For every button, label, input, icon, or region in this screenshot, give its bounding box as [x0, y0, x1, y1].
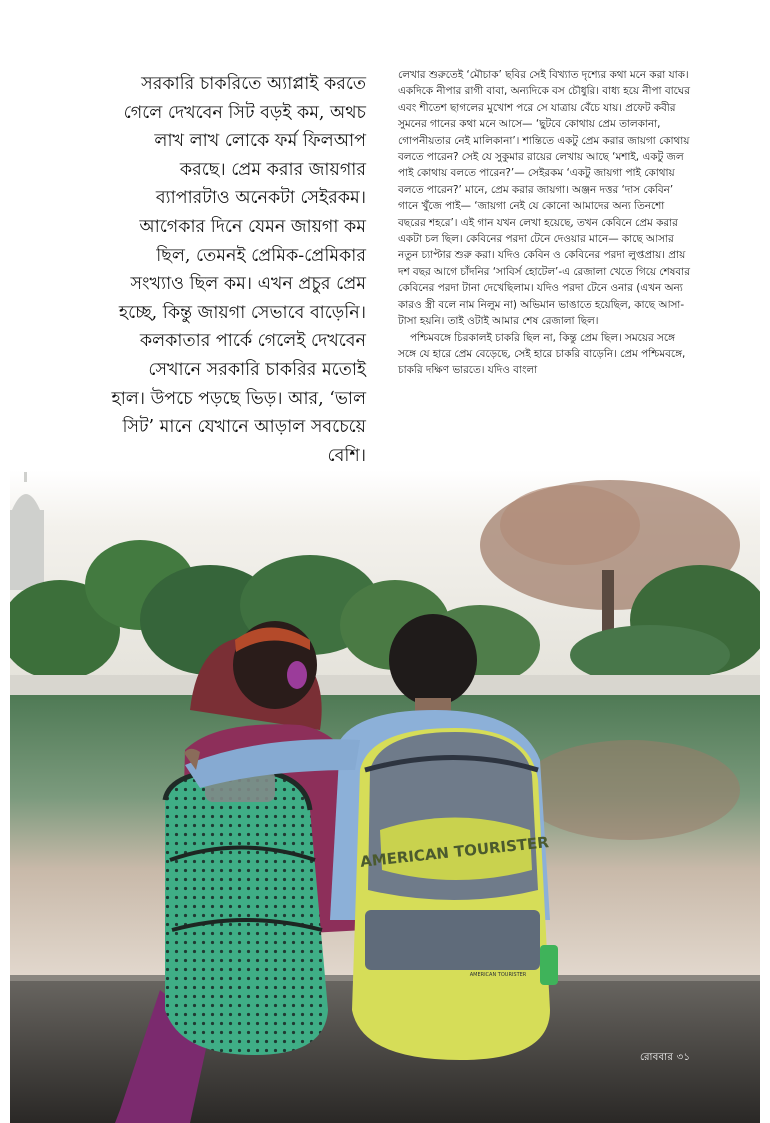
backpack-badge: AMERICAN TOURISTER: [469, 972, 527, 978]
backpack-print: AMERICAN TOURISTER: [359, 833, 550, 871]
pull-quote: সরকারি চাকরিতে অ্যাপ্লাই করতে গেলে দেখবেন সিট বড়ই কম, অথচ লাখ লাখ লোকে ফর্ম ফিলআপ করছে। প্রেম করার জায়গার ব্যাপারটাও অনেকটা সেইরকম। আগেকার দিনে যেমন জায়গা কম ছিল, তেমনই প্রেমিক-প্রেমিকার সংখ্যাও ছিল কম। এখন প্রচুর প্রেম হচ্ছে, কিন্তু জায়গা সেভাবে বাড়েনি। কলকাতার পার্কে গেলেই দেখবেন সেখানে সরকারি চাকরির মতোই হাল। উপচে পড়ছে ভিড়। আর, ‘ভাল সিট’ মানে যেখানে আড়াল সবচেয়ে বেশি।: [111, 74, 366, 466]
couple-by-lake-photo: [10, 470, 760, 1123]
hair-clip: [287, 661, 307, 689]
yellow-backpack: [352, 728, 558, 1060]
body-paragraph: পশ্চিমবঙ্গে চিরকালই চাকরি ছিল না, কিন্তু প্রেম ছিল। সময়ের সঙ্গে সঙ্গে যে হারে প্রেম বেড়েছে, সেই হারে চাকরি বাড়েনি। প্রেম পশ্চিমবঙ্গে, চাকরি দক্ষিণ ভারতে। যদিও বাংলা: [398, 331, 686, 377]
green-backpack: [165, 770, 328, 1055]
article-body: [398, 67, 690, 379]
water-bottle: [540, 945, 558, 985]
body-paragraph: লেখার শুরুতেই ‘মৌচাক’ ছবির সেই বিখ্যাত দৃশ্যের কথা মনে করা যাক। একদিকে নীপার রাগী বাবা, অন্যদিকে বস চৌধুরি। বাধ্য হয়ে নীপা বাঘের এবং শীতেশ ছাগলের মুখোশ পরে সে যাত্রায় বেঁচে যায়। প্রফেট কবীর সুমনের গানের কথা মনে আসে— ‘ছুটবে কোথায় প্রেম তালকানা, গোপনীয়তার নেই মালিকানা’। শান্তিতে একটু প্রেম করার জায়গা কোথায় বলতে পারেন? সেই যে সুকুমার রায়ের লেখায় আছে ‘মশাই, একটু জল পাই কোথায় বলতে পারেন?’— সেইরকম ‘একটু জায়গা পাই কোথায় বলতে পারেন?’ মানে, প্রেম করার জায়গা। অঞ্জন দত্তর ‘দাস কেবিন’ গানে খুঁজে পাই— ‘জায়গা নেই যে কোনো আমাদের অন্য তিনশো বছরের শহরে’। এই গান যখন লেখা হয়েছে, তখন কেবিনে প্রেম করার একটা চল ছিল। কেবিনের পরদা টেনে দেওয়ার মানে— কাছে আসার নতুন চ্যাপ্টার শুরু করা। যদিও কেবিন ও কেবিনের পরদা লুপ্তপ্রায়। প্রায় দশ বছর আগে চাঁদনির ‘সাবির্স হোটেল’-এ রেজালা খেতে গিয়ে শেষবার কেবিনের পরদা টানা দেখেছিলাম। যদিও পরদা টেনে ওনার (এখন অন্য কারও স্ত্রী বলে নাম নিলুম না) অভিমান ভাঙাতে হয়েছিল, কাছে আসা-টাসা হয়নি। তাই ওটাই আমার শেষ রেজালা ছিল।: [398, 69, 690, 328]
tree-reflection: [520, 740, 740, 840]
far-bank: [10, 675, 760, 695]
page-folio: রোববার ৩১: [640, 1052, 691, 1063]
